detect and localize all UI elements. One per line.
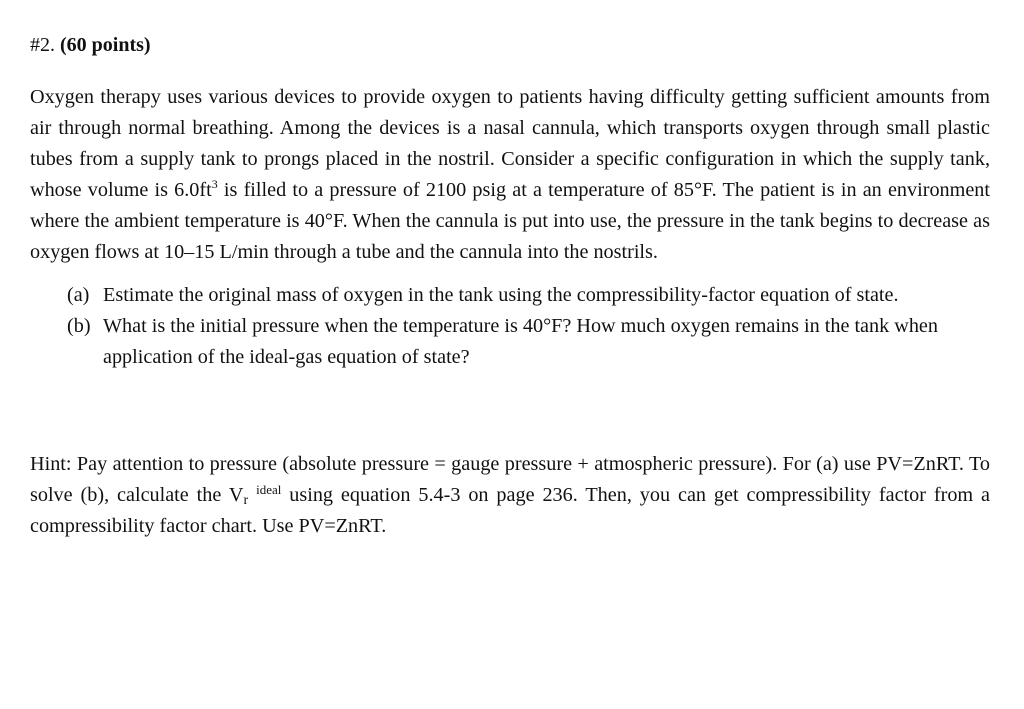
hint-subscript: r (243, 493, 249, 508)
sub-question-a (30, 280, 990, 311)
problem-statement (30, 82, 990, 268)
problem-points: (60 points) (60, 34, 151, 56)
statement-text-1: Oxygen therapy uses various devices to provide oxygen to patients having difficulty getting sufficient amounts from air through normal breathing. Among the devices is a nasal cannula, which transports oxygen through small plastic tubes from a supply tank to prongs placed in the nostril. Consider a specific configuration in which the supply tank, whose volume is 6.0ft (30, 86, 990, 201)
hint-text-2: using equation 5.4-3 on page 236. Then, you can get compressibility factor from a compressibility factor chart. Use PV=ZnRT. (30, 484, 991, 537)
sub-questions (30, 280, 990, 373)
problem-heading (30, 30, 990, 60)
statement-text-2: is filled to a pressure of 2100 psig at a temperature of 85°F. The patient is in an environment where the ambient temperature is 40°F. When the cannula is put into use, the pressure in the tank begins to decrease as oxygen flows at 10–15 L/min through a tube and the cannula into the nostrils. (30, 179, 990, 263)
hint-text-1: Hint: Pay attention to pressure (absolute pressure = gauge pressure + atmospheric pressure). For (a) use PV=ZnRT. To solve (b), calculate the V (30, 453, 990, 506)
problem-number: #2. (30, 34, 55, 56)
hint-paragraph (30, 449, 990, 542)
cubic-exponent: 3 (211, 177, 218, 191)
sub-question-label: (b) (67, 315, 91, 337)
problem-page (30, 30, 990, 542)
sub-question-text: Estimate the original mass of oxygen in the tank using the compressibility-factor equation of state. (103, 284, 899, 306)
sub-question-text: What is the initial pressure when the temperature is 40°F? How much oxygen remains in the tank when application of the ideal-gas equation of state? (103, 315, 938, 368)
hint-superscript: ideal (256, 482, 282, 497)
sub-question-label: (a) (67, 284, 90, 306)
sub-question-b (30, 311, 990, 373)
